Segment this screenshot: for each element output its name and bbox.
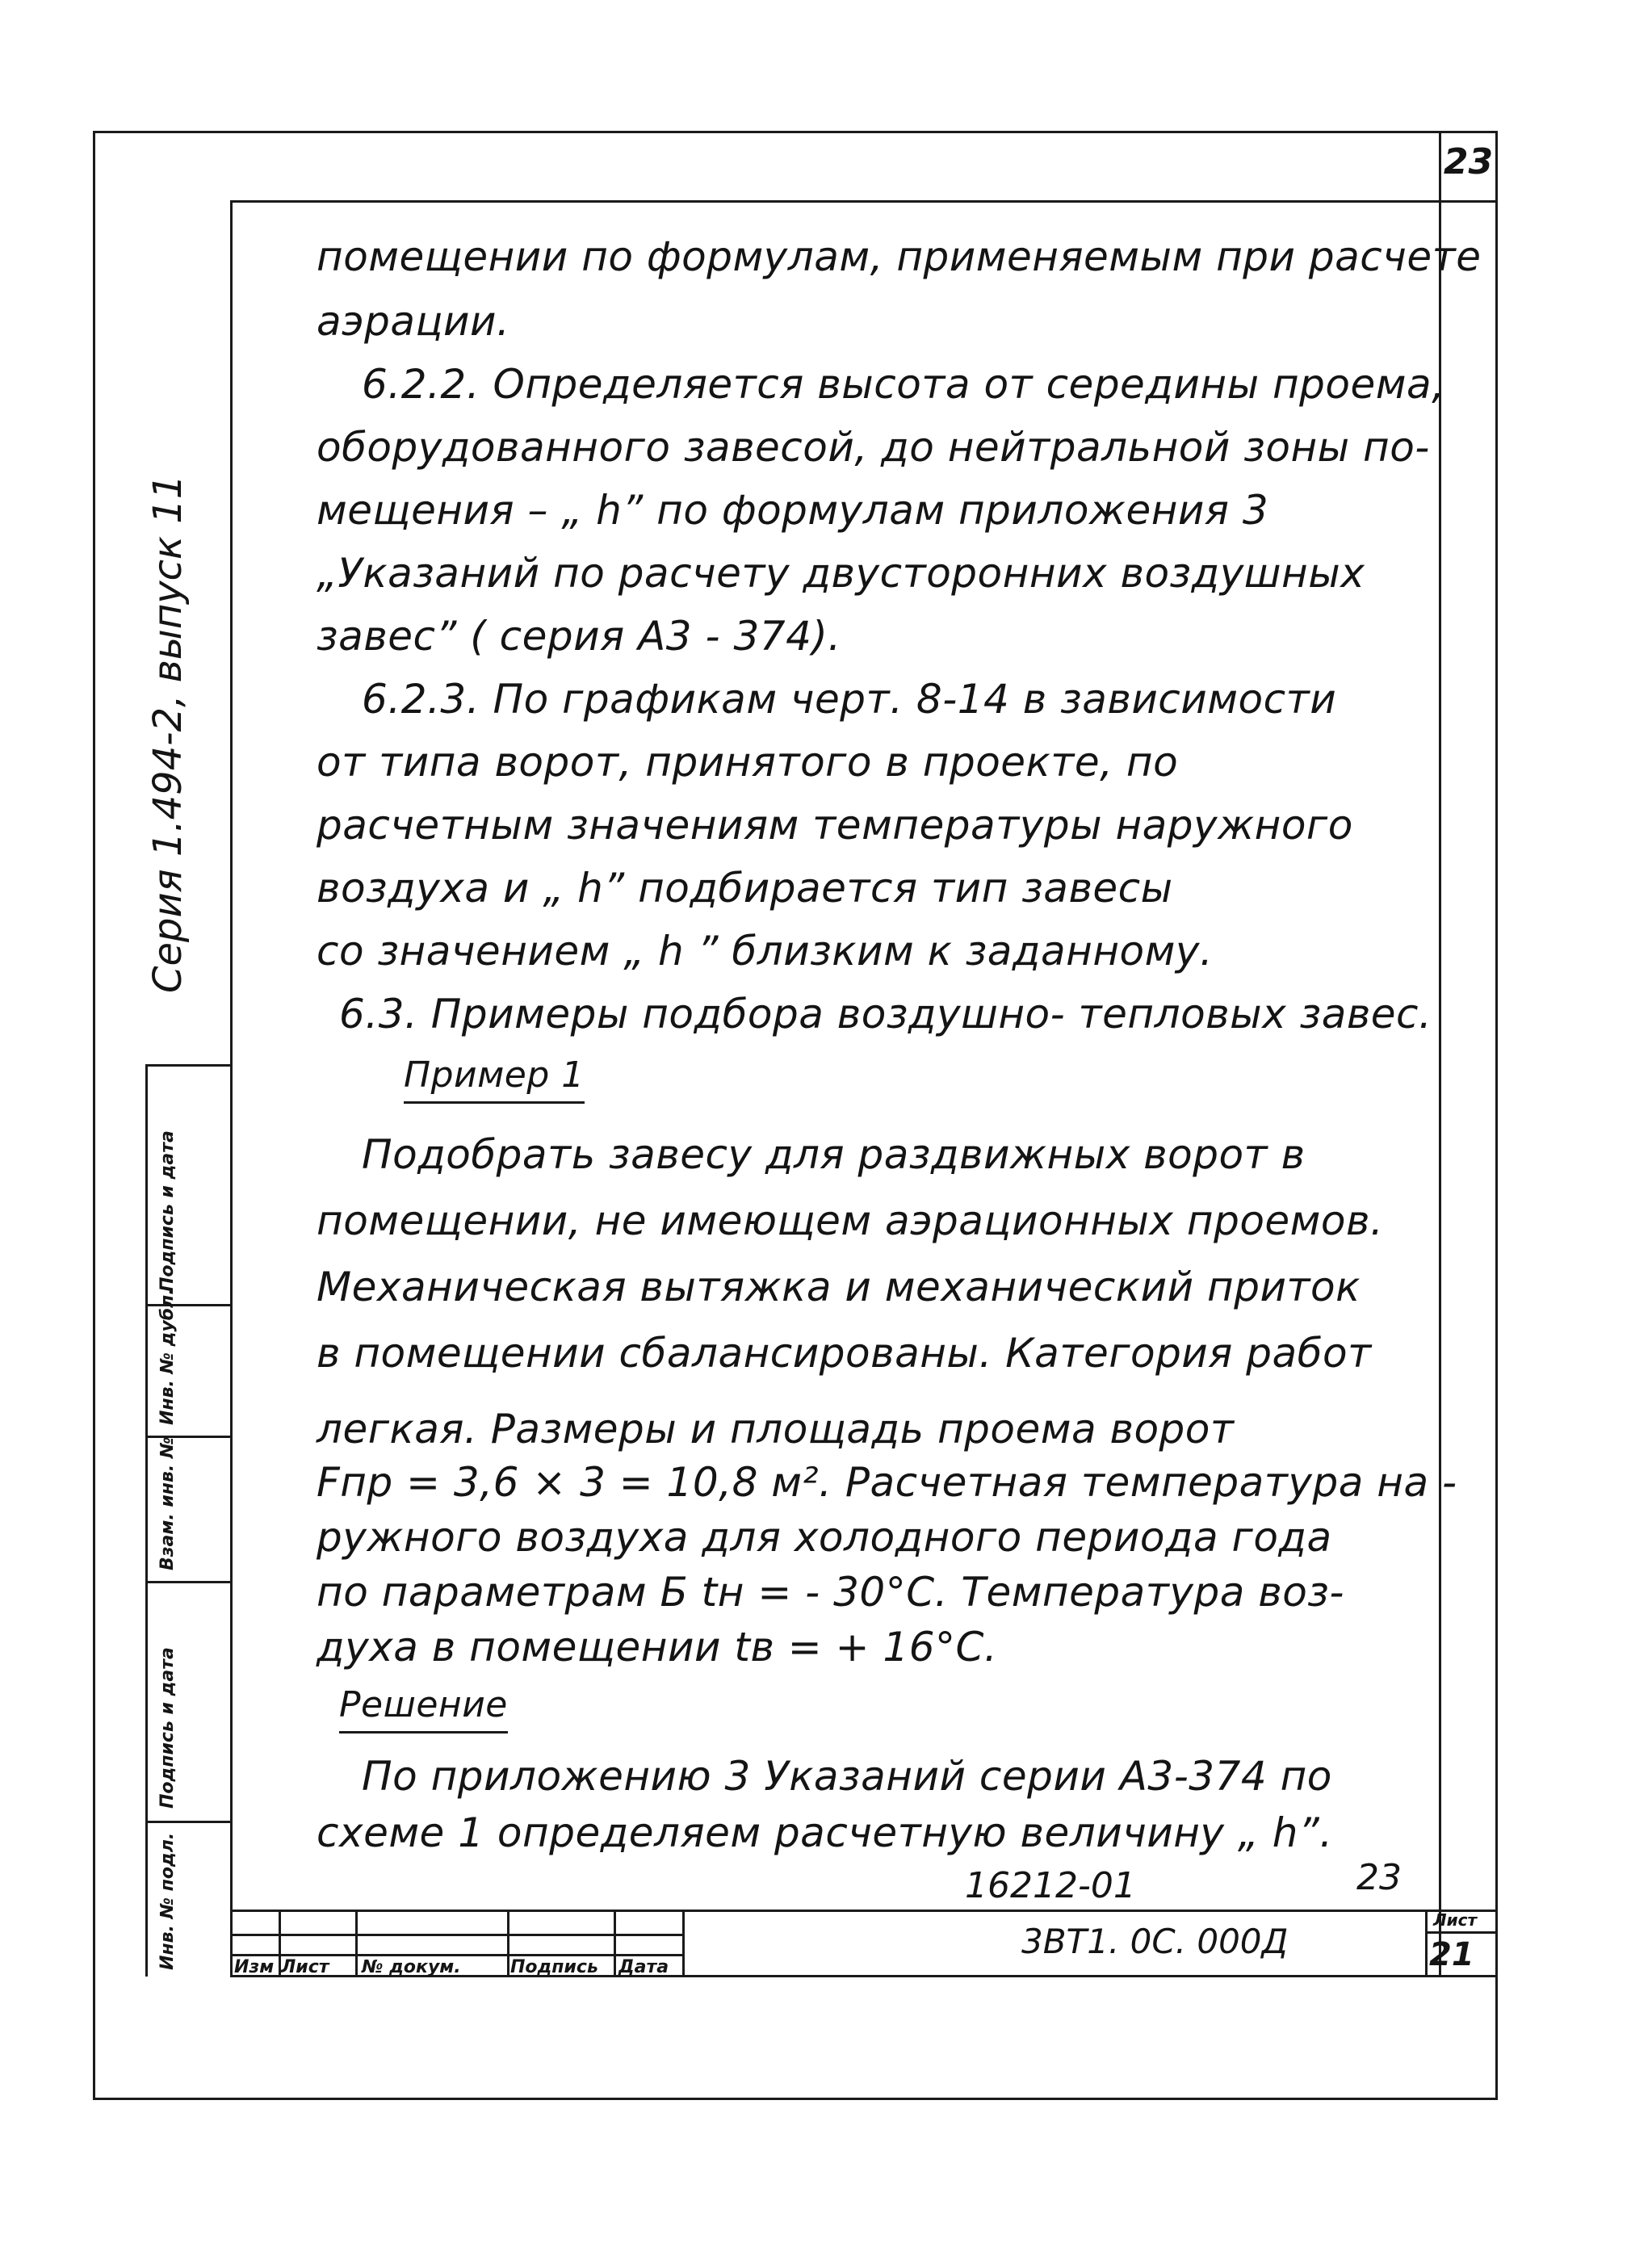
body-line-4: оборудованного завесой, до нейтральной зоны по-	[317, 424, 1430, 471]
stamp-replace-inv: Взам. инв. №	[157, 1436, 178, 1570]
outer-frame-bottom	[93, 2098, 1498, 2100]
body-line-17: Механическая вытяжка и механический приток	[317, 1264, 1361, 1310]
body-line-21: ружного воздуха для холодного периода года	[317, 1514, 1332, 1561]
tb-sheet-row	[1425, 1931, 1495, 1934]
tb-col-3	[507, 1910, 509, 1977]
body-line-15: Подобрать завесу для раздвижных ворот в	[362, 1131, 1306, 1178]
document-designation: 3ВТ1. 0С. 000Д	[1021, 1922, 1289, 1961]
tb-col-4	[614, 1910, 616, 1977]
outer-frame-right	[1495, 131, 1498, 2100]
body-line-8: 6.2.3. По графикам черт. 8-14 в зависимости	[362, 676, 1337, 723]
outer-frame-left	[93, 131, 95, 2100]
stamp-duplicate-inv: Инв. № дубл.	[157, 1288, 178, 1425]
body-line-6: „Указаний по расчету двусторонних воздушных	[317, 550, 1365, 597]
tb-label-date: Дата	[618, 1957, 669, 1977]
body-line-25: По приложению 3 Указаний серии А3-374 по	[362, 1753, 1332, 1800]
inventory-page: 23	[1356, 1857, 1402, 1898]
tb-sheet-label: Лист	[1433, 1910, 1478, 1930]
body-line-7: завес” ( серия А3 - 374).	[317, 613, 841, 660]
inner-frame-right	[1439, 200, 1441, 1977]
body-line-10: расчетным значениям температуры наружного	[317, 802, 1353, 849]
tb-col-2	[355, 1910, 358, 1977]
title-block-top	[230, 1910, 1495, 1912]
sheet-number: 21	[1429, 1936, 1474, 1973]
stamp-line-1	[145, 1064, 230, 1067]
body-line-9: от типа ворот, принятого в проекте, по	[317, 739, 1179, 786]
inner-frame-top	[230, 200, 1495, 203]
body-line-18: в помещении сбалансированы. Категория работ	[317, 1330, 1372, 1377]
stamp-signature-date-2: Подпись и дата	[157, 1647, 178, 1809]
body-line-22: по параметрам Б tн = - 30°С. Температура воз-	[317, 1569, 1344, 1616]
body-line-5: мещения – „ h” по формулам приложения 3	[317, 487, 1269, 534]
example-1-heading: Пример 1	[404, 1051, 585, 1104]
tb-label-change: Изм	[234, 1957, 275, 1977]
inventory-code: 16212-01	[965, 1865, 1136, 1906]
body-line-11: воздуха и „ h” подбирается тип завесы	[317, 865, 1173, 912]
series-side-label: Серия 1.494-2, выпуск 11	[145, 474, 191, 993]
outer-frame-top	[93, 131, 1498, 133]
body-line-12: со значением „ h ” близким к заданному.	[317, 928, 1214, 975]
tb-label-sheet: Лист	[281, 1957, 329, 1977]
body-line-3: 6.2.2. Определяется высота от середины проема,	[362, 361, 1445, 408]
body-line-26: схеме 1 определяем расчетную величину „ h”.	[317, 1809, 1333, 1856]
body-line-16: помещении, не имеющем аэрационных проемов.	[317, 1197, 1384, 1244]
tb-sheet-divider	[1425, 1910, 1428, 1977]
tb-col-5	[682, 1910, 685, 1977]
tb-label-signature: Подпись	[510, 1957, 598, 1977]
body-line-20: Fпр = 3,6 × 3 = 10,8 м². Расчетная температура на -	[317, 1459, 1457, 1506]
stamp-original-inv: Инв. № подл.	[157, 1832, 178, 1970]
stamp-column-divider	[145, 1064, 148, 1977]
body-line-2: аэрации.	[317, 298, 510, 345]
stamp-signature-date-1: Подпись и дата	[157, 1130, 178, 1292]
stamp-line-5	[145, 1821, 230, 1823]
inner-frame-left	[230, 200, 233, 1977]
body-line-1: помещении по формулам, применяемым при расчете	[317, 233, 1482, 280]
section-6-3-heading: 6.3. Примеры подбора воздушно- тепловых завес.	[339, 991, 1432, 1038]
page-number-top: 23	[1443, 141, 1494, 182]
body-line-23: духа в помещении tв = + 16°С.	[317, 1624, 998, 1671]
body-line-19: легкая. Размеры и площадь проема ворот	[317, 1406, 1235, 1453]
tb-label-doc-number: № докум.	[362, 1957, 461, 1977]
solution-heading: Решение	[339, 1681, 508, 1733]
stamp-line-4	[145, 1581, 230, 1583]
